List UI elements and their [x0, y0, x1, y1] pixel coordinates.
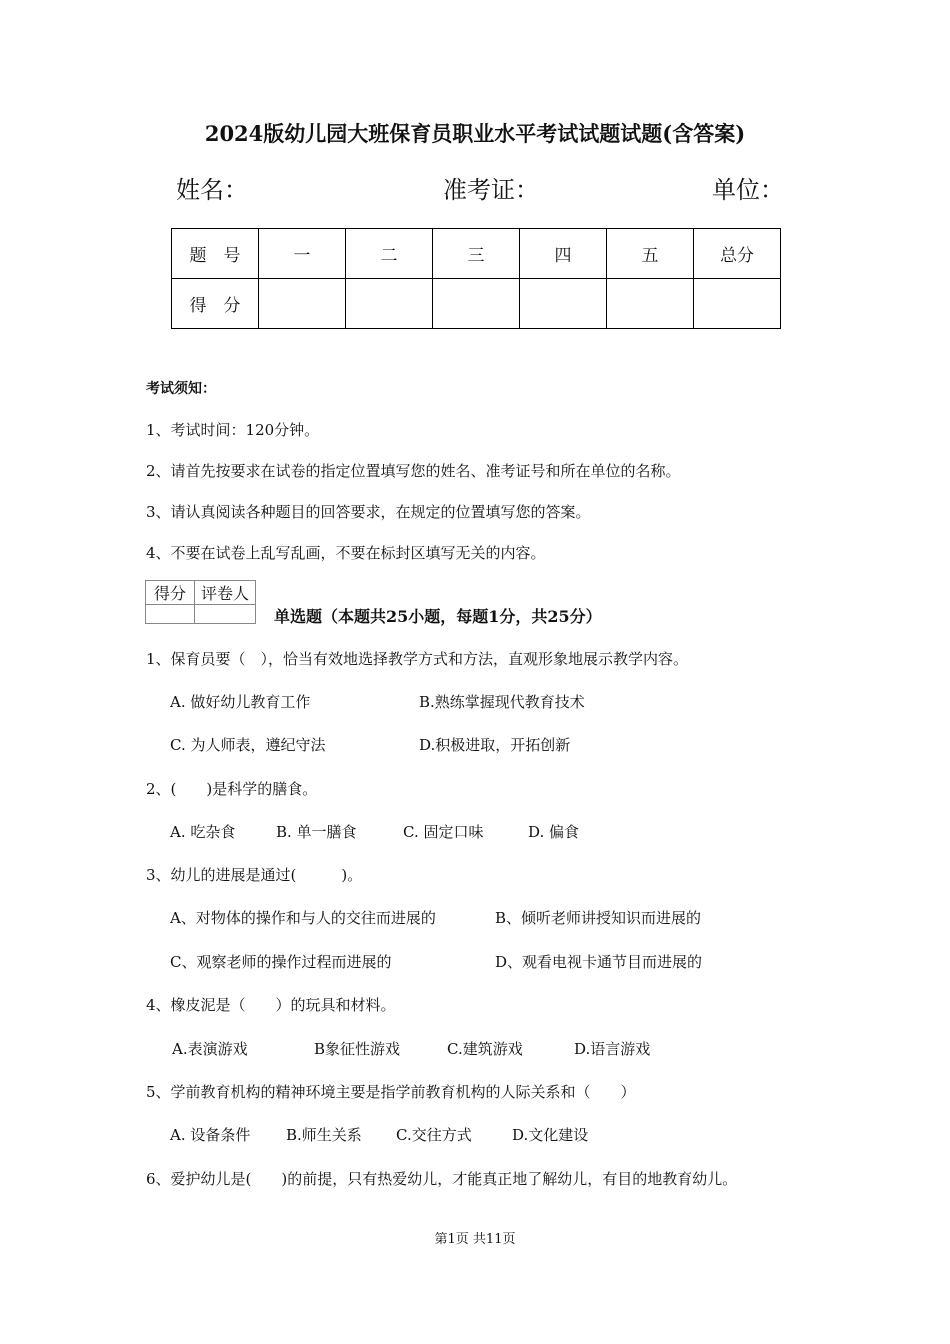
score-cell-4: [520, 279, 607, 329]
exam-id-field-label: 准考证：: [443, 176, 539, 204]
score-header-2: 二: [346, 229, 433, 279]
question-text: 6、爱护幼儿是( )的前提，只有热爱幼儿，才能真正地了解幼儿，有目的地教育幼儿。: [146, 1170, 738, 1188]
unit-field-label: 单位：: [712, 176, 784, 204]
question-option: C.建筑游戏: [447, 1040, 523, 1058]
question-option: A.表演游戏: [172, 1040, 248, 1058]
question-option: A. 做好幼儿教育工作: [170, 693, 311, 711]
score-cell-1: [259, 279, 346, 329]
question-option: A. 吃杂食: [170, 823, 236, 841]
question-option: D.文化建设: [512, 1126, 589, 1144]
score-header-4: 四: [520, 229, 607, 279]
page-footer: 第1页 共11页: [434, 1232, 516, 1247]
question-text: 3、幼儿的进展是通过( )。: [146, 866, 363, 884]
question-text: 4、橡皮泥是（ ）的玩具和材料。: [146, 996, 396, 1014]
question-text: 2、( )是科学的膳食。: [146, 780, 318, 798]
grader-score-cell: [146, 605, 195, 624]
question-option: D.语言游戏: [574, 1040, 651, 1058]
question-text: 1、保育员要（ ），恰当有效地选择教学方式和方法，直观形象地展示教学内容。: [146, 650, 689, 668]
section-title: 单选题（本题共25小题，每题1分，共25分）: [274, 607, 602, 626]
notice-item: 1、考试时间：120分钟。: [146, 421, 320, 439]
notice-heading: 考试须知：: [146, 381, 216, 397]
score-header-3: 三: [433, 229, 520, 279]
question-option: B、倾听老师讲授知识而进展的: [495, 909, 702, 927]
notice-item: 4、不要在试卷上乱写乱画，不要在标封区填写无关的内容。: [146, 544, 546, 562]
name-field-label: 姓名：: [176, 176, 248, 204]
score-header-1: 一: [259, 229, 346, 279]
question-option: A. 设备条件: [170, 1126, 251, 1144]
grader-score-label: 得分: [146, 581, 195, 605]
question-option: B象征性游戏: [314, 1040, 401, 1058]
score-row-label: 得 分: [172, 279, 259, 329]
score-table-header-row: [172, 229, 781, 279]
question-option: C、观察老师的操作过程而进展的: [170, 953, 392, 971]
question-option: B.师生关系: [286, 1126, 362, 1144]
question-text: 5、学前教育机构的精神环境主要是指学前教育机构的人际关系和（ ）: [146, 1083, 636, 1101]
question-option: D、观看电视卡通节目而进展的: [495, 953, 703, 971]
grader-name-label: 评卷人: [195, 581, 256, 605]
question-option: C. 固定口味: [403, 823, 484, 841]
question-option: B.熟练掌握现代教育技术: [419, 693, 585, 711]
question-option: D.积极进取，开拓创新: [419, 736, 571, 754]
grader-name-cell: [195, 605, 256, 624]
score-table: [171, 228, 781, 329]
score-cell-5: [607, 279, 694, 329]
score-cell-total: [694, 279, 781, 329]
score-header-5: 五: [607, 229, 694, 279]
notice-item: 3、请认真阅读各种题目的回答要求，在规定的位置填写您的答案。: [146, 503, 591, 521]
page-title: 2024版幼儿园大班保育员职业水平考试试题试题(含答案): [204, 121, 746, 146]
score-header-total: 总分: [694, 229, 781, 279]
question-option: D. 偏食: [528, 823, 580, 841]
score-cell-2: [346, 279, 433, 329]
score-table-score-row: [172, 279, 781, 329]
notice-item: 2、请首先按要求在试卷的指定位置填写您的姓名、准考证号和所在单位的名称。: [146, 462, 681, 480]
question-option: C.交往方式: [396, 1126, 472, 1144]
score-cell-3: [433, 279, 520, 329]
grader-table: [145, 580, 256, 624]
question-option: C. 为人师表，遵纪守法: [170, 736, 326, 754]
question-option: B. 单一膳食: [276, 823, 357, 841]
score-header-label: 题 号: [172, 229, 259, 279]
question-option: A、对物体的操作和与人的交往而进展的: [170, 909, 436, 927]
